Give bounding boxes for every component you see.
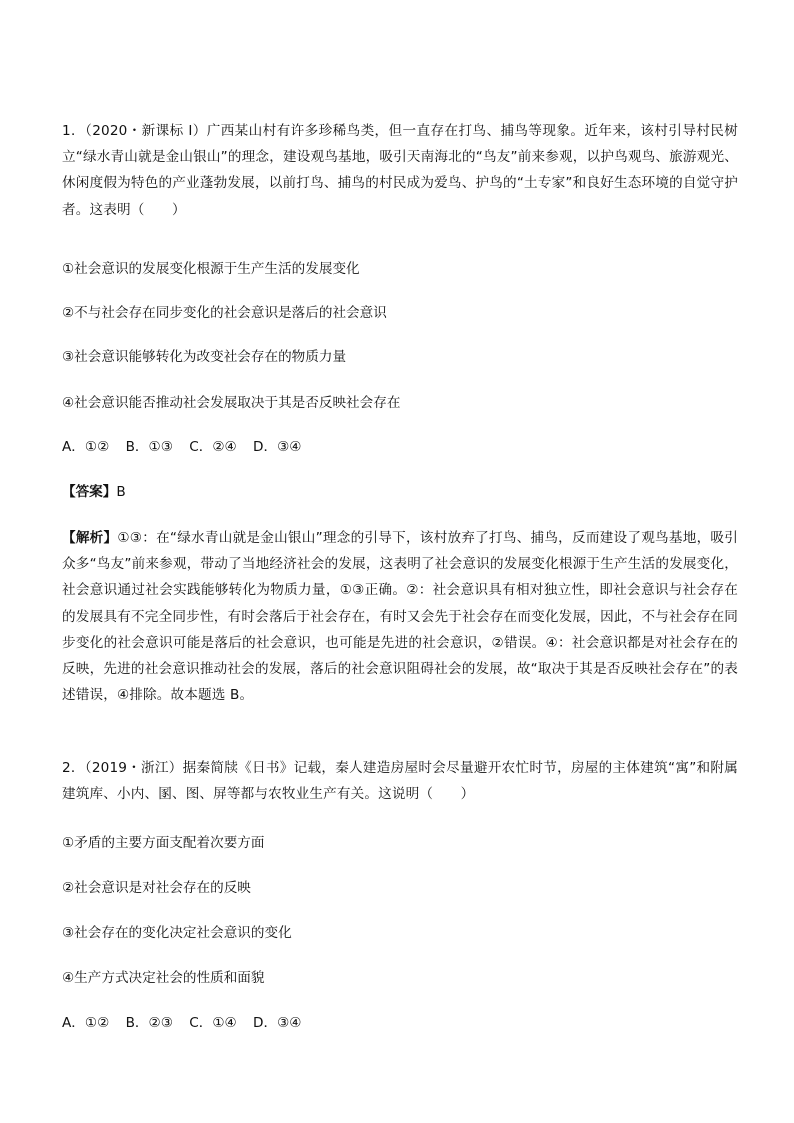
question-1-options: [62, 436, 313, 458]
question-2-item-2: ②社会意识是对社会存在的反映: [62, 880, 251, 896]
question-2-item-1: ①矛盾的主要方面支配着次要方面: [62, 835, 265, 851]
question-2-option-d: D．③④: [253, 1015, 302, 1031]
question-1-answer: [62, 481, 126, 503]
question-1-option-a: A．①②: [62, 439, 110, 455]
question-1-stem: 1．（2020・新课标 I）广西某山村有许多珍稀鸟类，但一直存在打鸟、捕鸟等现象。近年来，该村引导村民树立“绿水青山就是金山银山”的理念，建设观鸟基地，吸引天南海北的“鸟友”前来参观，以护鸟观鸟、旅游观光、休闲度假为特色的产业蓬勃发展，以前打鸟、捕鸟的村民成为爱鸟、护鸟的“土专家”和良好生态环境的自觉守护者。这表明（ ）: [62, 123, 738, 218]
question-2-item-3: ③社会存在的变化决定社会意识的变化: [62, 925, 292, 941]
analysis-label: 【解析】: [62, 530, 118, 546]
analysis-text: ①③：在“绿水青山就是金山银山”理念的引导下，该村放弃了打鸟、捕鸟，反而建设了观鸟基地，吸引众多“鸟友”前来参观，带动了当地经济社会的发展，这表明了社会意识的发展变化根源于生产生活的发展变化，社会意识通过社会实践能够转化为物质力量，①③正确。②：社会意识具有相对独立性，即社会意识与社会存在的发展具有不完全同步性，有时会落后于社会存在，有时又会先于社会存在而变化发展，因此，不与社会存在同步变化的社会意识可能是落后的社会意识，也可能是先进的社会意识，②错误。④：社会意识都是对社会存在的反映，先进的社会意识推动社会的发展，落后的社会意识阻碍社会的发展，故“取决于其是否反映社会存在”的表述错误，④排除。故本题选 B。: [62, 530, 739, 704]
question-2-options: [62, 1012, 313, 1034]
question-1-item-4: ④社会意识能否推动社会发展取决于其是否反映社会存在: [62, 395, 401, 411]
question-1-option-b: B．①③: [125, 439, 173, 455]
question-2-stem: 2．（2019・浙江）据秦简牍《日书》记载，秦人建造房屋时会尽量避开农忙时节，房屋的主体建筑“寓”和附属建筑库、小内、圂、图、屏等都与农牧业生产有关。这说明（ ）: [62, 760, 738, 803]
question-2-option-a: A．①②: [62, 1015, 110, 1031]
question-1-option-c: C．②④: [189, 439, 237, 455]
question-1-option-d: D．③④: [253, 439, 302, 455]
question-1-analysis: [62, 525, 738, 708]
answer-label: 【答案】: [62, 484, 117, 500]
answer-value: B: [116, 484, 126, 500]
question-1-item-1: ①社会意识的发展变化根源于生产生活的发展变化: [62, 261, 360, 277]
question-2-option-b: B．②③: [125, 1015, 173, 1031]
question-2-option-c: C．①④: [189, 1015, 237, 1031]
question-1-item-2: ②不与社会存在同步变化的社会意识是落后的社会意识: [62, 305, 387, 321]
question-2-item-4: ④生产方式决定社会的性质和面貌: [62, 970, 265, 986]
question-1-item-3: ③社会意识能够转化为改变社会存在的物质力量: [62, 349, 347, 365]
